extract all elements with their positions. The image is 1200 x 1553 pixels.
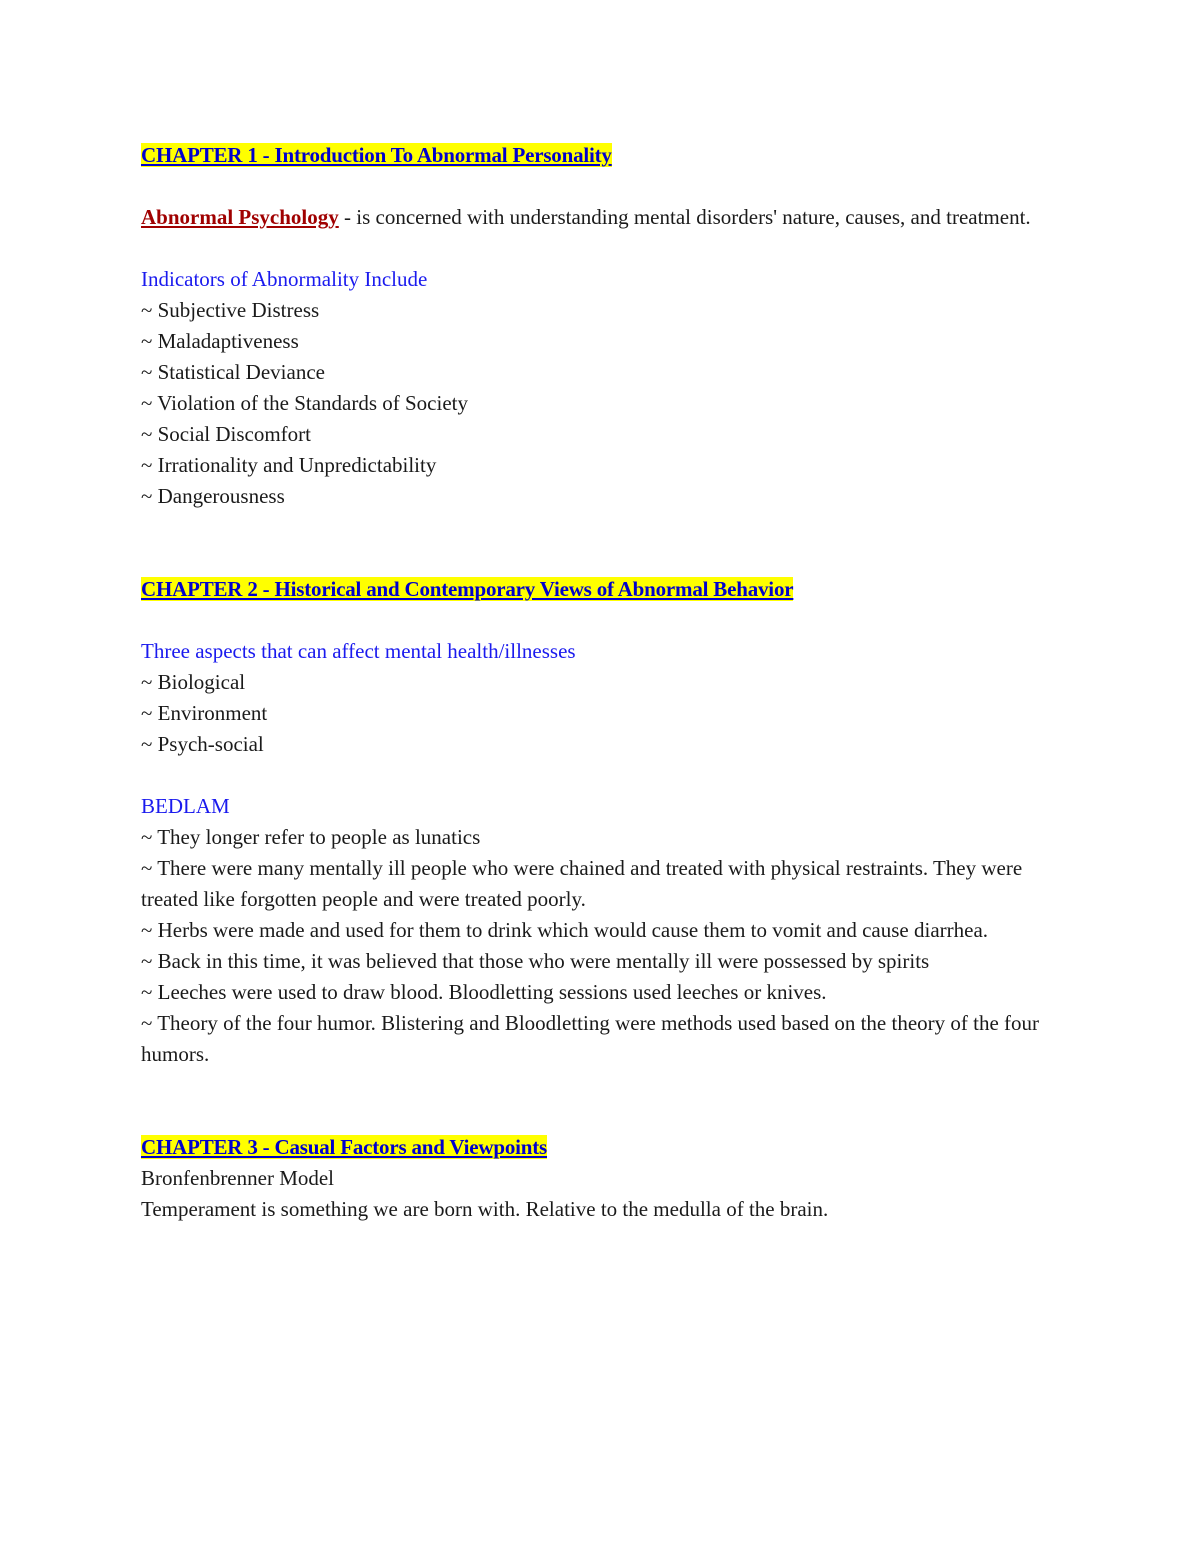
indicator-item: ~ Subjective Distress [141,298,320,322]
abnormal-psychology-term: Abnormal Psychology [141,205,339,229]
document-body [141,140,1061,1225]
bedlam-item: ~ Herbs were made and used for them to drink which would cause them to vomit and cause diarrhea. [141,918,989,942]
abnormal-psychology-definition [141,202,1061,233]
indicator-item: ~ Social Discomfort [141,422,311,446]
chapter-3-heading: CHAPTER 3 - Casual Factors and Viewpoints [141,1135,547,1159]
indicators-heading: Indicators of Abnormality Include [141,267,428,291]
abnormal-psychology-definition-text: - is concerned with understanding mental disorders' nature, causes, and treatment. [338,205,1031,229]
indicator-item: ~ Violation of the Standards of Society [141,391,468,415]
chapter-3-line: Bronfenbrenner Model [141,1166,335,1190]
chapter-1-heading-line [141,140,1061,171]
bedlam-heading: BEDLAM [141,794,230,818]
bedlam-item: ~ Back in this time, it was believed that those who were mentally ill were possessed by spirits [141,949,930,973]
indicator-item: ~ Dangerousness [141,484,285,508]
chapter-3-line: Temperament is something we are born with. Relative to the medulla of the brain. [141,1197,829,1221]
indicator-item: ~ Maladaptiveness [141,329,299,353]
bedlam-item: ~ There were many mentally ill people who were chained and treated with physical restraints. They were treated like forgotten people and were treated poorly. [141,856,1023,911]
bedlam-item: ~ Theory of the four humor. Blistering and Bloodletting were methods used based on the theory of the four humors. [141,1011,1040,1066]
aspects-heading: Three aspects that can affect mental health/illnesses [141,639,576,663]
chapter-2-heading: CHAPTER 2 - Historical and Contemporary Views of Abnormal Behavior [141,577,794,601]
aspect-item: ~ Biological [141,670,246,694]
bedlam-item: ~ They longer refer to people as lunatics [141,825,481,849]
indicator-item: ~ Statistical Deviance [141,360,325,384]
aspect-item: ~ Psych-social [141,732,264,756]
aspect-item: ~ Environment [141,701,268,725]
chapter-2-heading-line [141,574,1061,605]
chapter-3-heading-line [141,1132,1061,1163]
chapter-1-heading: CHAPTER 1 - Introduction To Abnormal Personality [141,143,612,167]
bedlam-item: ~ Leeches were used to draw blood. Bloodletting sessions used leeches or knives. [141,980,827,1004]
indicator-item: ~ Irrationality and Unpredictability [141,453,437,477]
